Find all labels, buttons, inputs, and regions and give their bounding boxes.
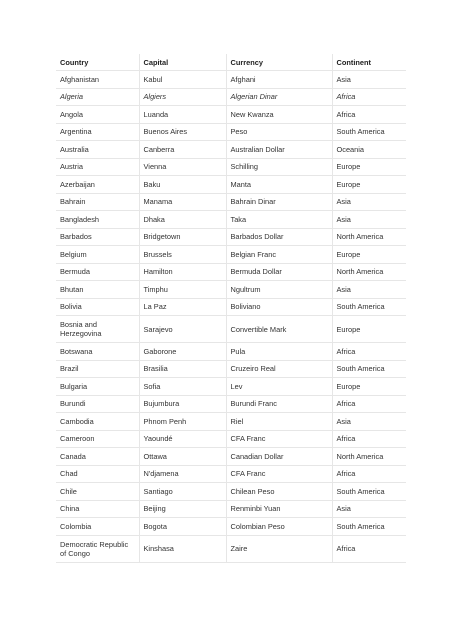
cell-country: Bhutan [56, 281, 139, 299]
cell-continent: Asia [332, 71, 406, 89]
cell-country: Afghanistan [56, 71, 139, 89]
table-row [56, 378, 406, 396]
header-country: Country [56, 54, 139, 71]
cell-currency: Manta [226, 176, 332, 194]
cell-currency: Chilean Peso [226, 483, 332, 501]
table-row [56, 413, 406, 431]
cell-continent: Asia [332, 281, 406, 299]
cell-continent: South America [332, 518, 406, 536]
cell-currency: Zaire [226, 535, 332, 562]
cell-capital: Algiers [139, 88, 226, 106]
cell-capital: Bujumbura [139, 395, 226, 413]
cell-country: Burundi [56, 395, 139, 413]
cell-currency: Taka [226, 211, 332, 229]
cell-country: Argentina [56, 123, 139, 141]
table-row [56, 535, 406, 562]
cell-continent: Asia [332, 500, 406, 518]
cell-country: Bangladesh [56, 211, 139, 229]
table-row [56, 465, 406, 483]
cell-capital: Phnom Penh [139, 413, 226, 431]
cell-currency: Afghani [226, 71, 332, 89]
cell-currency: Pula [226, 343, 332, 361]
table-header [56, 54, 406, 71]
cell-country: Chile [56, 483, 139, 501]
cell-continent: Africa [332, 535, 406, 562]
cell-continent: Africa [332, 88, 406, 106]
cell-capital: Kinshasa [139, 535, 226, 562]
table-row [56, 71, 406, 89]
table-row [56, 430, 406, 448]
cell-continent: North America [332, 448, 406, 466]
cell-country: China [56, 500, 139, 518]
cell-currency: New Kwanza [226, 106, 332, 124]
cell-currency: Schilling [226, 158, 332, 176]
cell-currency: Ngultrum [226, 281, 332, 299]
cell-currency: Belgian Franc [226, 246, 332, 264]
cell-currency: Boliviano [226, 298, 332, 316]
table-row [56, 500, 406, 518]
cell-continent: Europe [332, 176, 406, 194]
table-row [56, 483, 406, 501]
cell-currency: Algerian Dinar [226, 88, 332, 106]
cell-country: Brazil [56, 360, 139, 378]
cell-continent: South America [332, 123, 406, 141]
table-row [56, 176, 406, 194]
cell-currency: CFA Franc [226, 465, 332, 483]
cell-continent: South America [332, 360, 406, 378]
table-row [56, 88, 406, 106]
table-row [56, 141, 406, 159]
cell-currency: Burundi Franc [226, 395, 332, 413]
cell-country: Bolivia [56, 298, 139, 316]
cell-country: Belgium [56, 246, 139, 264]
cell-capital: Buenos Aires [139, 123, 226, 141]
cell-capital: N'djamena [139, 465, 226, 483]
cell-currency: Cruzeiro Real [226, 360, 332, 378]
cell-currency: Riel [226, 413, 332, 431]
cell-country: Angola [56, 106, 139, 124]
cell-continent: Europe [332, 246, 406, 264]
cell-currency: Canadian Dollar [226, 448, 332, 466]
table-row [56, 360, 406, 378]
table-body [56, 71, 406, 563]
cell-country: Bosnia and Herzegovina [56, 316, 139, 343]
cell-country: Barbados [56, 228, 139, 246]
cell-capital: Canberra [139, 141, 226, 159]
cell-currency: Australian Dollar [226, 141, 332, 159]
cell-capital: Bogota [139, 518, 226, 536]
table-row [56, 263, 406, 281]
cell-capital: Sofia [139, 378, 226, 396]
cell-capital: Vienna [139, 158, 226, 176]
cell-capital: Brasilia [139, 360, 226, 378]
table-row [56, 106, 406, 124]
cell-country: Bulgaria [56, 378, 139, 396]
cell-country: Democratic Republic of Congo [56, 535, 139, 562]
cell-currency: Colombian Peso [226, 518, 332, 536]
header-currency: Currency [226, 54, 332, 71]
cell-capital: Luanda [139, 106, 226, 124]
cell-country: Bermuda [56, 263, 139, 281]
cell-capital: Yaoundé [139, 430, 226, 448]
table-row [56, 193, 406, 211]
cell-currency: Bermuda Dollar [226, 263, 332, 281]
cell-capital: Timphu [139, 281, 226, 299]
cell-continent: Africa [332, 430, 406, 448]
cell-country: Algeria [56, 88, 139, 106]
cell-capital: Santiago [139, 483, 226, 501]
cell-continent: South America [332, 483, 406, 501]
cell-capital: Gaborone [139, 343, 226, 361]
cell-currency: Convertible Mark [226, 316, 332, 343]
cell-continent: South America [332, 298, 406, 316]
header-capital: Capital [139, 54, 226, 71]
cell-capital: Bridgetown [139, 228, 226, 246]
cell-country: Austria [56, 158, 139, 176]
header-row [56, 54, 406, 71]
cell-currency: Peso [226, 123, 332, 141]
table-row [56, 158, 406, 176]
cell-continent: Asia [332, 193, 406, 211]
cell-country: Colombia [56, 518, 139, 536]
cell-continent: Africa [332, 343, 406, 361]
table-row [56, 518, 406, 536]
table-row [56, 448, 406, 466]
table-row [56, 211, 406, 229]
cell-capital: Dhaka [139, 211, 226, 229]
cell-currency: Renminbi Yuan [226, 500, 332, 518]
header-continent: Continent [332, 54, 406, 71]
cell-capital: Kabul [139, 71, 226, 89]
cell-capital: Brussels [139, 246, 226, 264]
table-row [56, 343, 406, 361]
table-row [56, 246, 406, 264]
table-row [56, 298, 406, 316]
table-row [56, 316, 406, 343]
table-row [56, 228, 406, 246]
cell-continent: Asia [332, 413, 406, 431]
table-row [56, 123, 406, 141]
cell-continent: Africa [332, 465, 406, 483]
cell-country: Cambodia [56, 413, 139, 431]
cell-capital: Beijing [139, 500, 226, 518]
table-row [56, 281, 406, 299]
cell-country: Canada [56, 448, 139, 466]
cell-capital: Hamilton [139, 263, 226, 281]
cell-capital: Baku [139, 176, 226, 194]
cell-continent: Oceania [332, 141, 406, 159]
country-table [56, 54, 406, 563]
cell-continent: Africa [332, 106, 406, 124]
cell-country: Chad [56, 465, 139, 483]
cell-currency: Lev [226, 378, 332, 396]
cell-capital: Manama [139, 193, 226, 211]
cell-continent: Asia [332, 211, 406, 229]
cell-country: Botswana [56, 343, 139, 361]
cell-continent: Europe [332, 378, 406, 396]
cell-continent: Europe [332, 316, 406, 343]
cell-currency: Barbados Dollar [226, 228, 332, 246]
cell-capital: La Paz [139, 298, 226, 316]
cell-continent: North America [332, 228, 406, 246]
table-row [56, 395, 406, 413]
cell-country: Cameroon [56, 430, 139, 448]
cell-currency: CFA Franc [226, 430, 332, 448]
cell-continent: Africa [332, 395, 406, 413]
cell-country: Azerbaijan [56, 176, 139, 194]
cell-country: Bahrain [56, 193, 139, 211]
cell-currency: Bahrain Dinar [226, 193, 332, 211]
cell-capital: Ottawa [139, 448, 226, 466]
cell-capital: Sarajevo [139, 316, 226, 343]
cell-country: Australia [56, 141, 139, 159]
cell-continent: North America [332, 263, 406, 281]
cell-continent: Europe [332, 158, 406, 176]
